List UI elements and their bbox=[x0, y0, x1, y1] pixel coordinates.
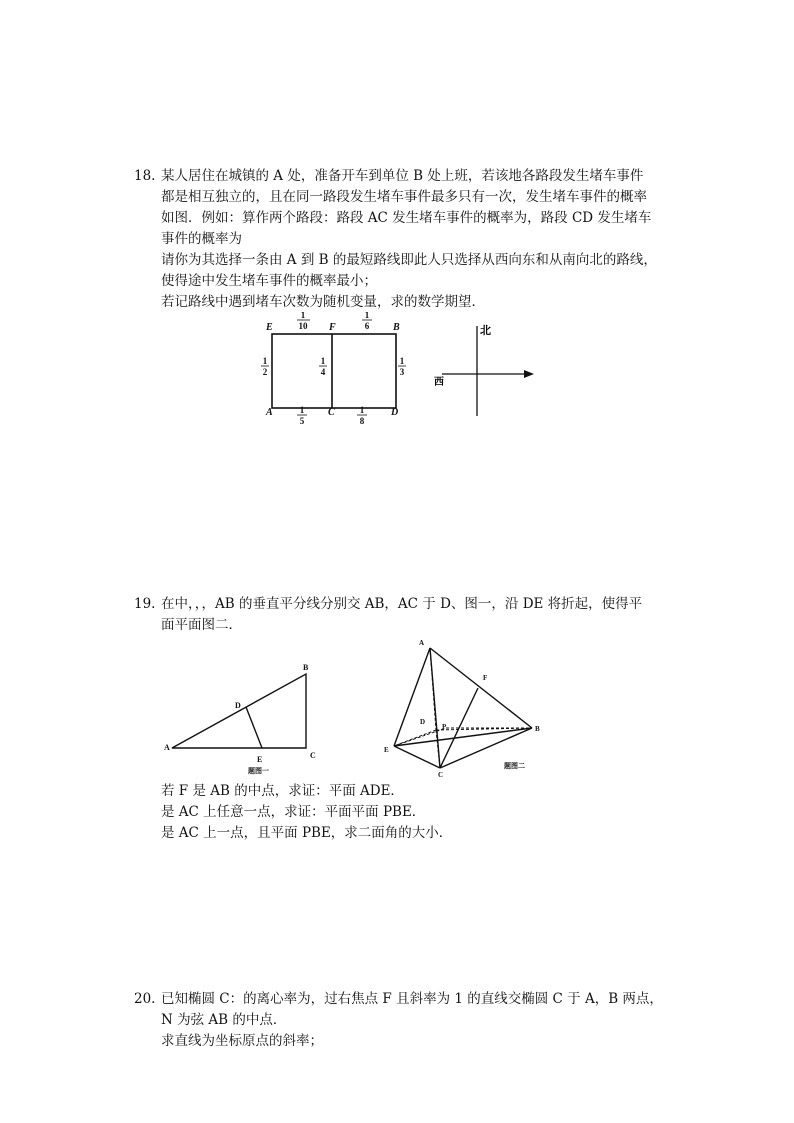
fraction-numerator: 1 bbox=[364, 312, 370, 320]
north-label: 北 bbox=[480, 325, 491, 337]
question-text-line: 都是相互独立的，且在同一路段发生堵车事件最多只有一次，发生堵车事件的概率 bbox=[161, 189, 647, 205]
fraction-denominator: 6 bbox=[364, 321, 370, 331]
question-part: 是 AC 上任意一点，求证：平面平面 PBE． bbox=[161, 804, 426, 820]
question-text-line: 面平面图二． bbox=[161, 617, 242, 633]
fraction-numerator: 1 bbox=[359, 405, 365, 415]
question-part: 是 AC 上一点，且平面 PBE，求二面角的大小． bbox=[161, 825, 453, 841]
tetrahedron-figure-2 bbox=[380, 632, 560, 782]
point-label: E bbox=[257, 755, 263, 764]
question-20 bbox=[134, 989, 674, 1053]
point-label: A bbox=[164, 743, 170, 752]
fraction-denominator: 2 bbox=[262, 367, 268, 377]
point-label: D bbox=[391, 407, 399, 418]
point-label: B bbox=[303, 663, 309, 672]
road-network-figure bbox=[250, 312, 420, 434]
question-text-line: 使得途中发生堵车事件的概率最小； bbox=[161, 273, 377, 289]
question-part: 若 F 是 AB 的中点，求证：平面 ADE． bbox=[161, 783, 404, 799]
question-text-line: 在中，，，AB 的垂直平分线分别交 AB，AC 于 D、图一，沿 DE 将折起，使得平 bbox=[161, 596, 643, 612]
fraction-numerator: 1 bbox=[300, 312, 306, 320]
fraction-denominator: 8 bbox=[359, 416, 365, 426]
point-label: E bbox=[384, 746, 389, 754]
east-arrow-icon bbox=[524, 370, 534, 378]
point-label: A bbox=[419, 639, 425, 647]
question-text-line: 已知椭圆 C：的离心率为，过右焦点 F 且斜率为 1 的直线交椭圆 C 于 A，B 两点， bbox=[161, 991, 663, 1007]
point-label: C bbox=[438, 771, 444, 779]
fraction-denominator: 3 bbox=[399, 367, 405, 377]
question-text-line: 求直线为坐标原点的斜率； bbox=[161, 1033, 323, 1049]
point-label: B bbox=[393, 322, 400, 333]
point-label: C bbox=[328, 407, 335, 418]
fraction-numerator: 1 bbox=[399, 356, 405, 366]
west-label: 西 bbox=[434, 377, 444, 388]
figure-caption: 题图一 bbox=[248, 767, 269, 775]
question-number: 18. bbox=[134, 168, 156, 184]
fraction-denominator: 4 bbox=[320, 367, 326, 377]
point-label: P bbox=[442, 723, 447, 731]
point-label: E bbox=[266, 322, 273, 333]
point-label: F bbox=[483, 674, 488, 682]
question-text-line: 如图．例如：算作两个路段：路段 AC 发生堵车事件的概率为，路段 CD 发生堵车 bbox=[161, 210, 652, 226]
question-number: 19. bbox=[134, 596, 156, 612]
question-19-parts bbox=[134, 781, 674, 845]
road-rectangle bbox=[272, 334, 396, 408]
point-label: F bbox=[329, 322, 336, 333]
point-label: A bbox=[266, 407, 273, 418]
question-number: 20. bbox=[134, 991, 156, 1007]
question-text-line: 请你为其选择一条由 A 到 B 的最短路线即此人只选择从西向东和从南向北的路线， bbox=[161, 252, 657, 268]
point-label: C bbox=[310, 751, 316, 760]
point-label: D bbox=[420, 718, 426, 726]
fraction-numerator: 1 bbox=[299, 405, 305, 415]
fraction-denominator: 5 bbox=[299, 416, 305, 426]
question-text-line: N 为弦 AB 的中点． bbox=[161, 1012, 287, 1028]
fraction-numerator: 1 bbox=[320, 356, 326, 366]
compass-figure bbox=[430, 320, 540, 420]
triangle-figure-1 bbox=[160, 660, 330, 778]
question-text-line: 某人居住在城镇的 A 处，准备开车到单位 B 处上班，若该地各路段发生堵车事件 bbox=[161, 168, 644, 184]
point-label: D bbox=[235, 701, 241, 710]
figure-caption: 题图二 bbox=[504, 762, 525, 770]
question-text-line: 若记路线中遇到堵车次数为随机变量，求的数学期望． bbox=[161, 294, 485, 310]
question-text-line: 事件的概率为 bbox=[161, 231, 242, 247]
fraction-numerator: 1 bbox=[262, 356, 268, 366]
question-18 bbox=[134, 166, 674, 311]
point-label: B bbox=[535, 725, 540, 733]
fraction-denominator: 10 bbox=[298, 321, 308, 331]
